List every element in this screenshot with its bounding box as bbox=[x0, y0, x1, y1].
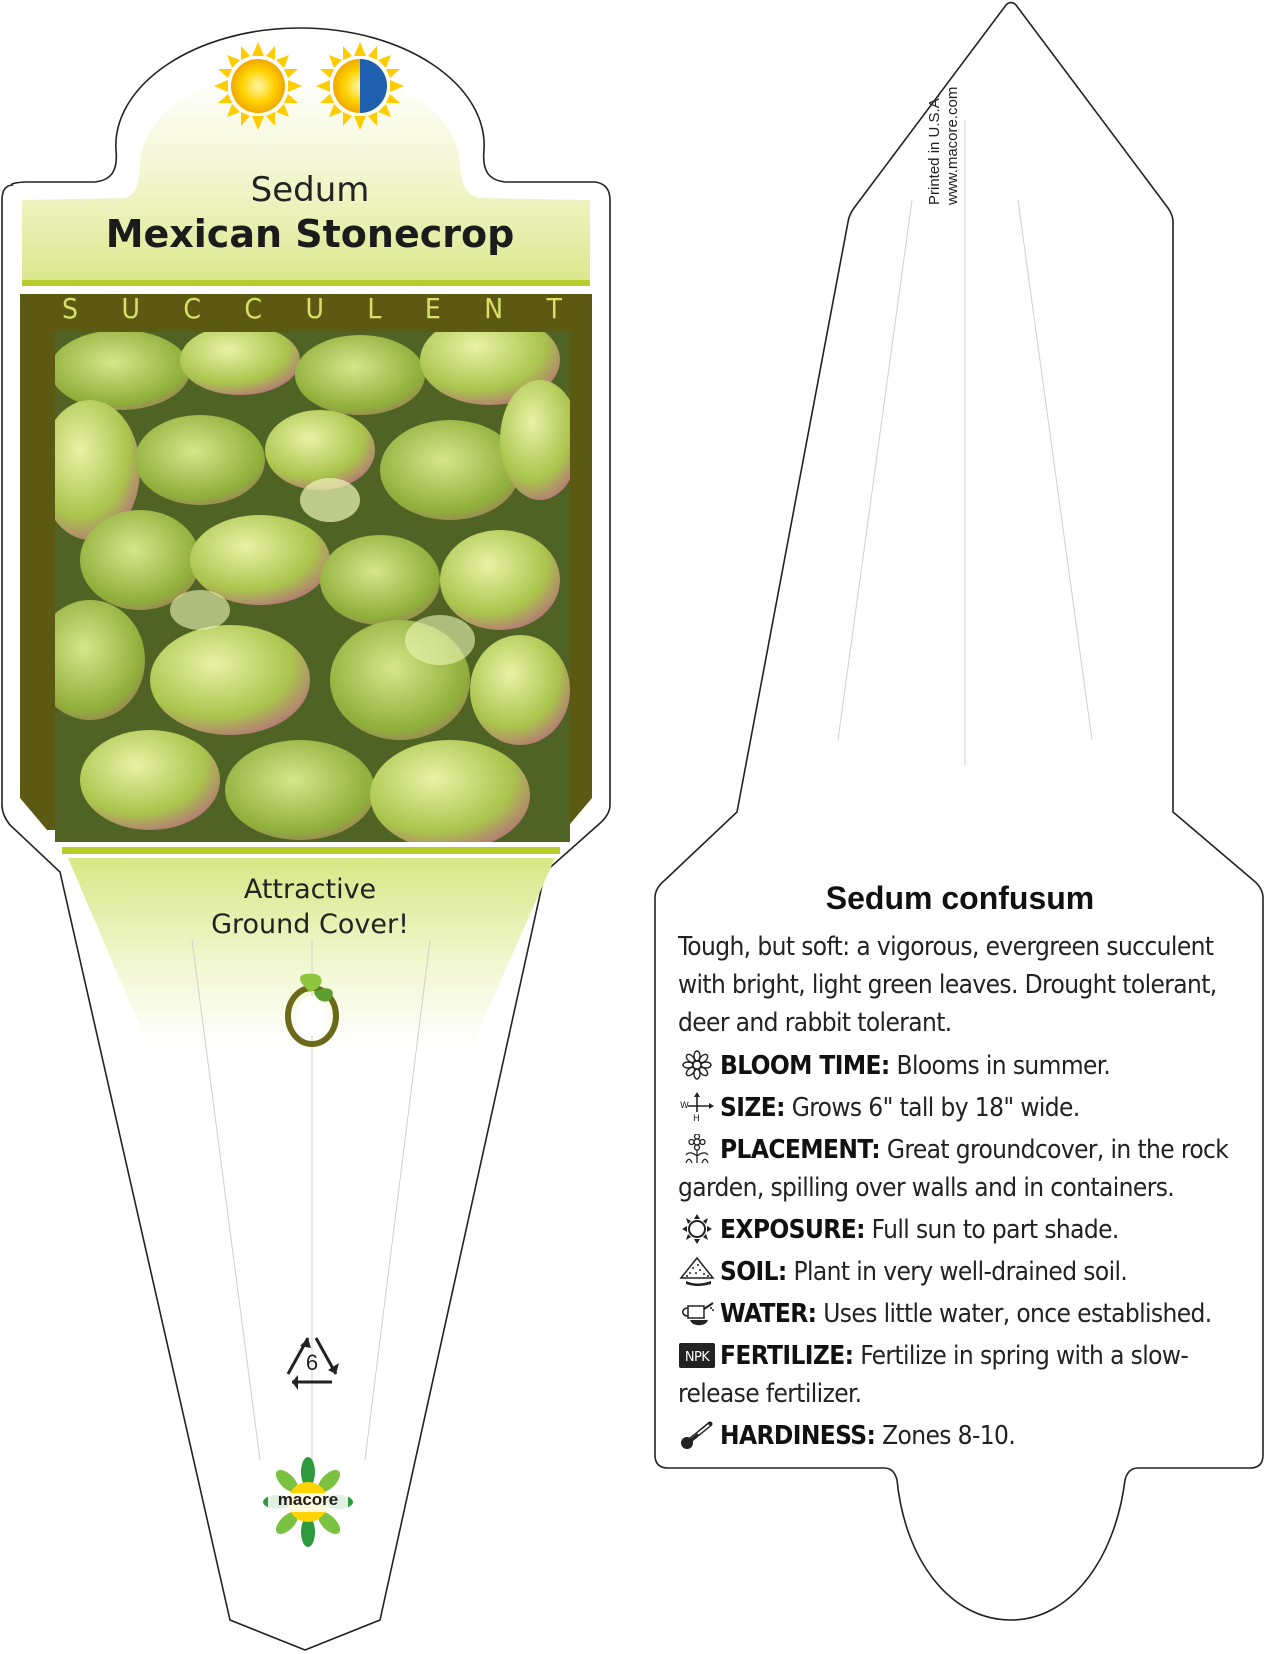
recycle-code: 6 bbox=[305, 1350, 319, 1375]
attr-label: FERTILIZE: bbox=[720, 1341, 854, 1371]
attr-text: Fertilize in spring with a slow-release fertilizer. bbox=[678, 1341, 1189, 1409]
attr-label: WATER: bbox=[720, 1299, 817, 1329]
attr-label: HARDINESS: bbox=[720, 1421, 876, 1451]
flower-icon bbox=[678, 1050, 716, 1080]
svg-text:H: H bbox=[693, 1114, 700, 1122]
attr-text: Plant in very well-drained soil. bbox=[793, 1257, 1128, 1287]
npk-icon bbox=[678, 1340, 716, 1370]
scientific-name: Sedum confusum bbox=[825, 880, 1095, 916]
attr-exposure bbox=[678, 1211, 1243, 1249]
tagline-line: Attractive bbox=[243, 874, 377, 905]
attr-text: Grows 6" tall by 18" wide. bbox=[791, 1093, 1080, 1123]
tagline bbox=[150, 872, 470, 942]
category-letter: L bbox=[367, 292, 382, 325]
attr-label: EXPOSURE: bbox=[720, 1215, 865, 1245]
attr-fertilize bbox=[678, 1337, 1243, 1413]
svg-text:W: W bbox=[680, 1101, 689, 1111]
website-line: www.macore.com bbox=[944, 86, 961, 205]
attr-text: Zones 8-10. bbox=[882, 1421, 1016, 1451]
common-name: Sedum bbox=[250, 170, 370, 210]
printed-info bbox=[926, 87, 962, 205]
attr-text: Uses little water, once established. bbox=[823, 1299, 1212, 1329]
full-sun-icon bbox=[214, 42, 302, 130]
plant-description: Tough, but soft: a vigorous, evergreen succulent with bright, light green leaves. Drought tolerant, deer and rabbit tolerant. bbox=[678, 932, 1217, 1038]
attr-label: BLOOM TIME: bbox=[720, 1051, 890, 1081]
attr-label: PLACEMENT: bbox=[720, 1135, 881, 1165]
plant-photo bbox=[35, 315, 580, 850]
attr-water bbox=[678, 1295, 1243, 1333]
part-shade-icon bbox=[316, 42, 404, 130]
size-icon bbox=[678, 1092, 716, 1122]
watering-can-icon bbox=[678, 1298, 716, 1328]
attr-text: Great groundcover, in the rock garden, spilling over walls and in containers. bbox=[678, 1135, 1229, 1203]
brand-name: macore bbox=[277, 1490, 339, 1509]
care-attributes bbox=[678, 1047, 1243, 1459]
category-letter: U bbox=[305, 292, 324, 325]
thermometer-icon bbox=[678, 1420, 716, 1450]
attr-bloom-time bbox=[678, 1047, 1243, 1085]
attr-label: SIZE: bbox=[720, 1093, 785, 1123]
tagline-line: Ground Cover! bbox=[211, 909, 409, 940]
category-letter: E bbox=[424, 292, 441, 325]
attr-size bbox=[678, 1089, 1243, 1127]
sun-icon bbox=[678, 1214, 716, 1244]
attr-text: Full sun to part shade. bbox=[871, 1215, 1119, 1245]
category-letter: N bbox=[484, 292, 504, 325]
npk-label: NPK bbox=[684, 1350, 710, 1365]
category-letter: U bbox=[121, 292, 140, 325]
category-letter: C bbox=[183, 292, 201, 325]
attr-placement bbox=[678, 1131, 1243, 1207]
attr-hardiness bbox=[678, 1417, 1243, 1455]
category-label bbox=[22, 292, 602, 332]
placement-icon bbox=[678, 1134, 716, 1164]
category-letter: S bbox=[62, 292, 78, 325]
attr-soil bbox=[678, 1253, 1243, 1291]
soil-icon bbox=[678, 1256, 716, 1286]
category-letter: C bbox=[244, 292, 263, 325]
category-letter: T bbox=[546, 292, 562, 325]
attr-label: SOIL: bbox=[720, 1257, 787, 1287]
printed-line: Printed in U.S.A. bbox=[926, 94, 943, 205]
attr-text: Blooms in summer. bbox=[896, 1051, 1111, 1081]
variety-name: Mexican Stonecrop bbox=[105, 212, 515, 256]
